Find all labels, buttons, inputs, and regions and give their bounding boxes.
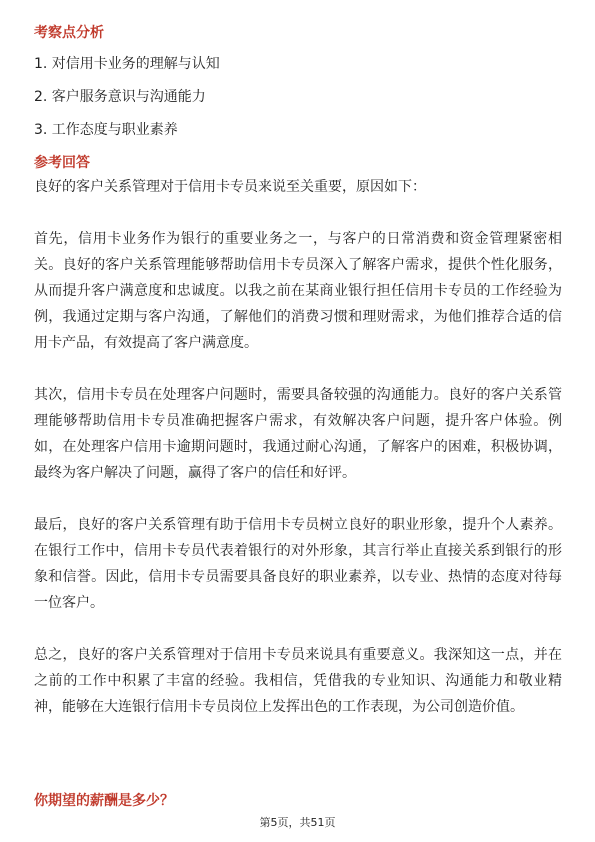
answer-intro: 良好的客户关系管理对于信用卡专员来说至关重要，原因如下： xyxy=(34,179,426,195)
list-item-3: 3. 工作态度与职业素养 xyxy=(34,122,178,138)
answer-paragraph-2: 其次，信用卡专员在处理客户问题时，需要具备较强的沟通能力。良好的客户关系管理能够帮助信用卡专员准确把握客户需求，有效解决客户问题，提升客户体验。例如，在处理客户信用卡逾期问题时，我通过耐心沟通，了解客户的困难，积极协调，最终为客户解决了问题，赢得了客户的信任和好评。 xyxy=(34,387,562,481)
section-title-salary: 你期望的薪酬是多少？ xyxy=(34,793,174,809)
list-item-2: 2. 客户服务意识与沟通能力 xyxy=(34,89,206,105)
page-footer: 第5页，共51页 xyxy=(259,816,336,829)
section-title-analysis: 考察点分析 xyxy=(34,25,104,41)
list-item-1: 1. 对信用卡业务的理解与认知 xyxy=(34,56,220,72)
answer-paragraph-4: 总之，良好的客户关系管理对于信用卡专员来说具有重要意义。我深知这一点，并在之前的工作中积累了丰富的经验。我相信，凭借我的专业知识、沟通能力和敬业精神，能够在大连银行信用卡专员岗位上发挥出色的工作表现，为公司创造价值。 xyxy=(34,647,562,715)
answer-paragraph-3: 最后，良好的客户关系管理有助于信用卡专员树立良好的职业形象，提升个人素养。在银行工作中，信用卡专员代表着银行的对外形象，其言行举止直接关系到银行的形象和信誉。因此，信用卡专员需要具备良好的职业素养，以专业、热情的态度对待每一位客户。 xyxy=(34,517,562,611)
section-title-answer: 参考回答 xyxy=(34,155,90,171)
document-page xyxy=(34,22,562,720)
answer-paragraph-1: 首先，信用卡业务作为银行的重要业务之一，与客户的日常消费和资金管理紧密相关。良好的客户关系管理能够帮助信用卡专员深入了解客户需求，提供个性化服务，从而提升客户满意度和忠诚度。以我之前在某商业银行担任信用卡专员的工作经验为例，我通过定期与客户沟通，了解他们的消费习惯和理财需求，为他们推荐合适的信用卡产品，有效提高了客户满意度。 xyxy=(34,231,562,351)
